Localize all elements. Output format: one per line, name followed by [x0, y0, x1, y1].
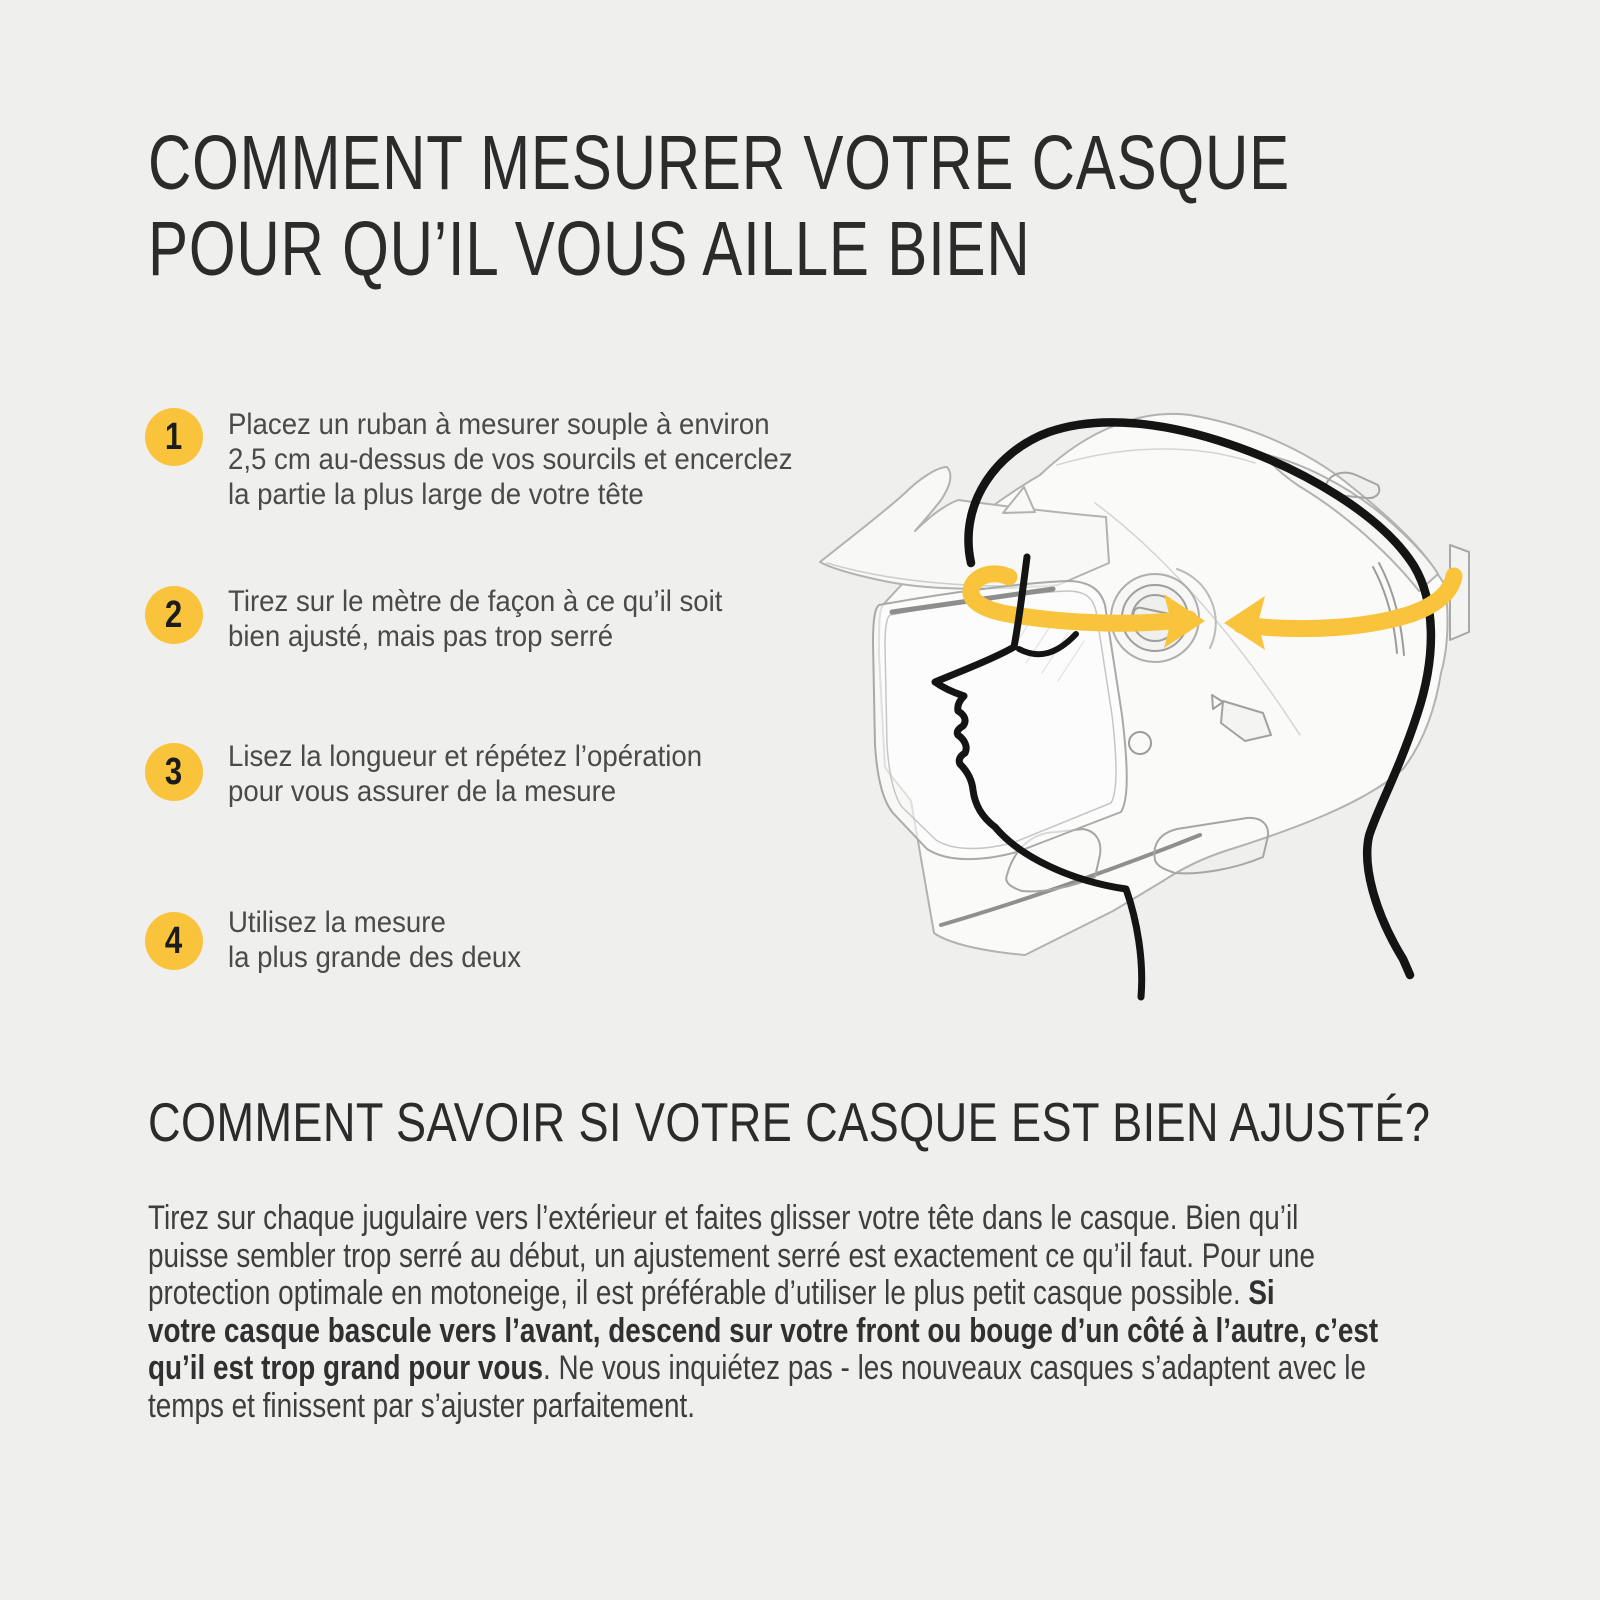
step-2-badge [145, 586, 203, 644]
step-1-line1: Placez un ruban à mesurer souple à environ [228, 408, 770, 441]
step-1-line2: 2,5 cm au-dessus de vos sourcils et encerclez [228, 443, 793, 476]
fit-line1-text: Tirez sur chaque jugulaire vers l’extérieur et faites glisser votre tête dans le casque. Bien qu’il [148, 1199, 1299, 1237]
step-1-number: 1 [165, 415, 183, 458]
step-1-badge [145, 408, 203, 466]
step-1-line3: la partie la plus large de votre tête [228, 478, 644, 511]
fit-line2-text: puisse sembler trop serré au début, un ajustement serré est exactement ce qu’il faut. Pour une [148, 1236, 1315, 1275]
step-2-line1: Tirez sur le mètre de façon à ce qu’il soit [228, 585, 723, 618]
helmet-measure-illustration [795, 405, 1495, 1025]
fit-paragraph-line2 [148, 1238, 1378, 1276]
step-4-text [228, 905, 521, 975]
step-3-line1: Lisez la longueur et répétez l’opération [228, 740, 703, 773]
step-3-line2: pour vous assurer de la mesure [228, 775, 617, 808]
step-3-text [228, 739, 702, 809]
step-2-line2: bien ajusté, mais pas trop serré [228, 620, 614, 653]
fit-paragraph-line6 [148, 1388, 1378, 1426]
page-title [148, 120, 1290, 292]
fit-line3-text: protection optimale en motoneige, il est préférable d’utiliser le plus petit casque possible. [148, 1274, 1249, 1312]
fit-line6-text: temps et finissent par s’ajuster parfaitement. [148, 1386, 696, 1425]
step-4-line1: Utilisez la mesure [228, 906, 446, 939]
fit-paragraph-line5: qu’il est trop grand pour vous. Ne vous inquiétez pas - les nouveaux casques s’adaptent avec le [148, 1349, 1366, 1387]
step-2-number: 2 [165, 593, 183, 636]
fit-section-heading: COMMENT SAVOIR SI VOTRE CASQUE EST BIEN AJUSTÉ? [148, 1091, 1431, 1153]
page-title-line2: POUR QU’IL VOUS AILLE BIEN [148, 206, 1031, 292]
step-3-badge [145, 743, 203, 801]
fit-paragraph [148, 1200, 1378, 1425]
fit-paragraph-line3: protection optimale en motoneige, il est préférable d’utiliser le plus petit casque possible. Si [148, 1274, 1275, 1312]
page-title-line1: COMMENT MESURER VOTRE CASQUE [148, 120, 1290, 206]
step-4-badge [145, 912, 203, 970]
step-2-text [228, 584, 722, 654]
step-4-line2: la plus grande des deux [228, 941, 522, 974]
step-1-text [228, 407, 793, 512]
step-4-number: 4 [165, 919, 183, 962]
fit-paragraph-line1 [148, 1200, 1378, 1238]
step-3-number: 3 [165, 750, 183, 793]
fit-paragraph-line4: votre casque bascule vers l’avant, descend sur votre front ou bouge d’un côté à l’autre, c’est [148, 1311, 1379, 1350]
